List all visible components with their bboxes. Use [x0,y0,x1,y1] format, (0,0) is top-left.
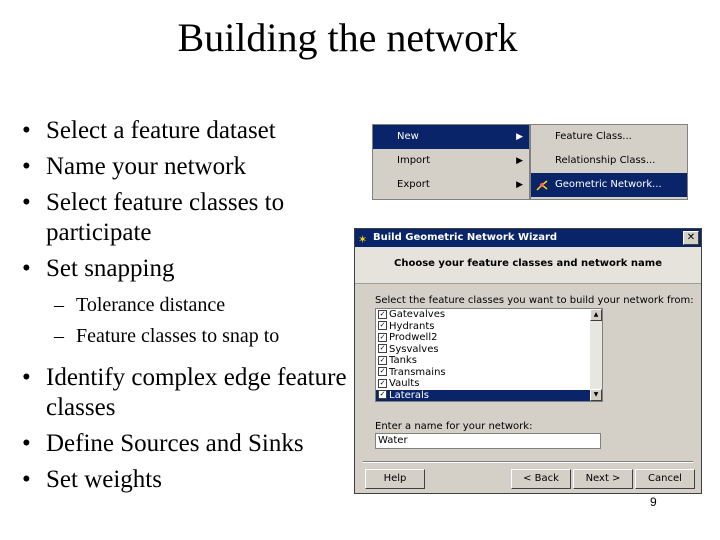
scroll-down-icon[interactable]: ▼ [590,389,602,401]
submenu-item-relationship-class[interactable]: Relationship Class... [555,155,656,166]
sub-bullet-item: – Feature classes to snap to [46,323,348,349]
close-icon[interactable]: ✕ [683,231,699,245]
sub-bullet-item: – Tolerance distance [46,292,348,318]
vertical-scrollbar[interactable] [590,309,602,401]
feature-class-list[interactable] [375,308,603,402]
cancel-button[interactable]: Cancel [635,469,695,489]
list-item-label: Sysvalves [389,343,439,355]
list-item-label: Hydrants [389,320,435,332]
build-network-wizard [354,228,702,494]
name-prompt: Enter a name for your network: [375,421,533,432]
checkbox[interactable]: ✓ [379,390,386,398]
submenu-arrow-icon: ▶ [516,156,523,166]
menu-item-import[interactable] [373,149,529,173]
checkbox[interactable]: ✓ [379,367,386,375]
bullet-item: • Define Sources and Sinks [18,429,348,459]
list-item[interactable] [376,332,602,344]
list-item[interactable] [376,344,602,356]
submenu-item-feature-class[interactable]: Feature Class... [555,131,632,142]
checkbox[interactable]: ✓ [379,378,386,387]
bullet-text: Set snapping [46,255,175,282]
checkbox[interactable]: ✓ [379,344,386,352]
help-button[interactable]: Help [365,469,425,489]
submenu-item-geometric-network[interactable] [531,173,687,197]
list-item-label: Tanks [389,355,417,366]
checkbox[interactable]: ✓ [379,332,386,341]
list-item[interactable] [376,378,602,390]
list-item[interactable] [376,367,602,379]
context-menu [372,124,530,200]
sub-bullet-list [46,292,348,349]
menu-item-label: New [397,131,419,142]
list-item-label: Transmains [389,366,446,378]
bullet-item: • Select feature classes to participate [18,188,348,248]
list-item-label: Prodwell2 [389,332,438,343]
checkbox[interactable]: ✓ [379,309,386,318]
list-prompt: Select the feature classes you want to build your network from: [375,295,694,306]
bullet-item [18,254,348,349]
submenu-arrow-icon: ▶ [516,180,523,190]
dialog-title: Build Geometric Network Wizard [373,232,558,243]
network-icon [535,178,549,192]
scroll-up-icon[interactable]: ▲ [590,309,602,321]
bullet-list [18,116,348,501]
list-item[interactable] [376,355,602,367]
bullet-item: • Name your network [18,152,348,182]
list-item[interactable] [376,309,602,321]
network-name-input[interactable]: Water [375,433,601,449]
menu-item-export[interactable] [373,173,529,197]
menu-item-new[interactable] [373,125,529,149]
submenu-arrow-icon: ▶ [516,132,523,142]
list-item-label: Gatevalves [389,309,446,320]
wizard-icon: ✶ [358,233,368,246]
menu-item-label: Export [397,179,430,190]
menu-item-label: Import [397,155,431,166]
wizard-heading: Choose your feature classes and network name [355,247,701,284]
bullet-item: • Set weights [18,465,348,495]
divider [363,461,693,463]
page-number: 9 [650,495,657,509]
next-button[interactable]: Next > [573,469,633,489]
bullet-item: • Identify complex edge feature classes [18,363,348,423]
back-button[interactable]: < Back [511,469,571,489]
checkbox[interactable]: ✓ [379,321,386,329]
dialog-titlebar [355,229,701,247]
bullet-item: • Select a feature dataset [18,116,348,146]
submenu-item-label: Geometric Network... [555,179,662,190]
list-item-label: Vaults [389,378,420,389]
submenu [530,124,688,200]
list-item-label: Laterals [389,389,429,401]
slide-title: Building the network [177,15,518,60]
checkbox[interactable]: ✓ [379,355,386,364]
list-item[interactable] [376,321,602,333]
list-item[interactable] [376,390,602,402]
